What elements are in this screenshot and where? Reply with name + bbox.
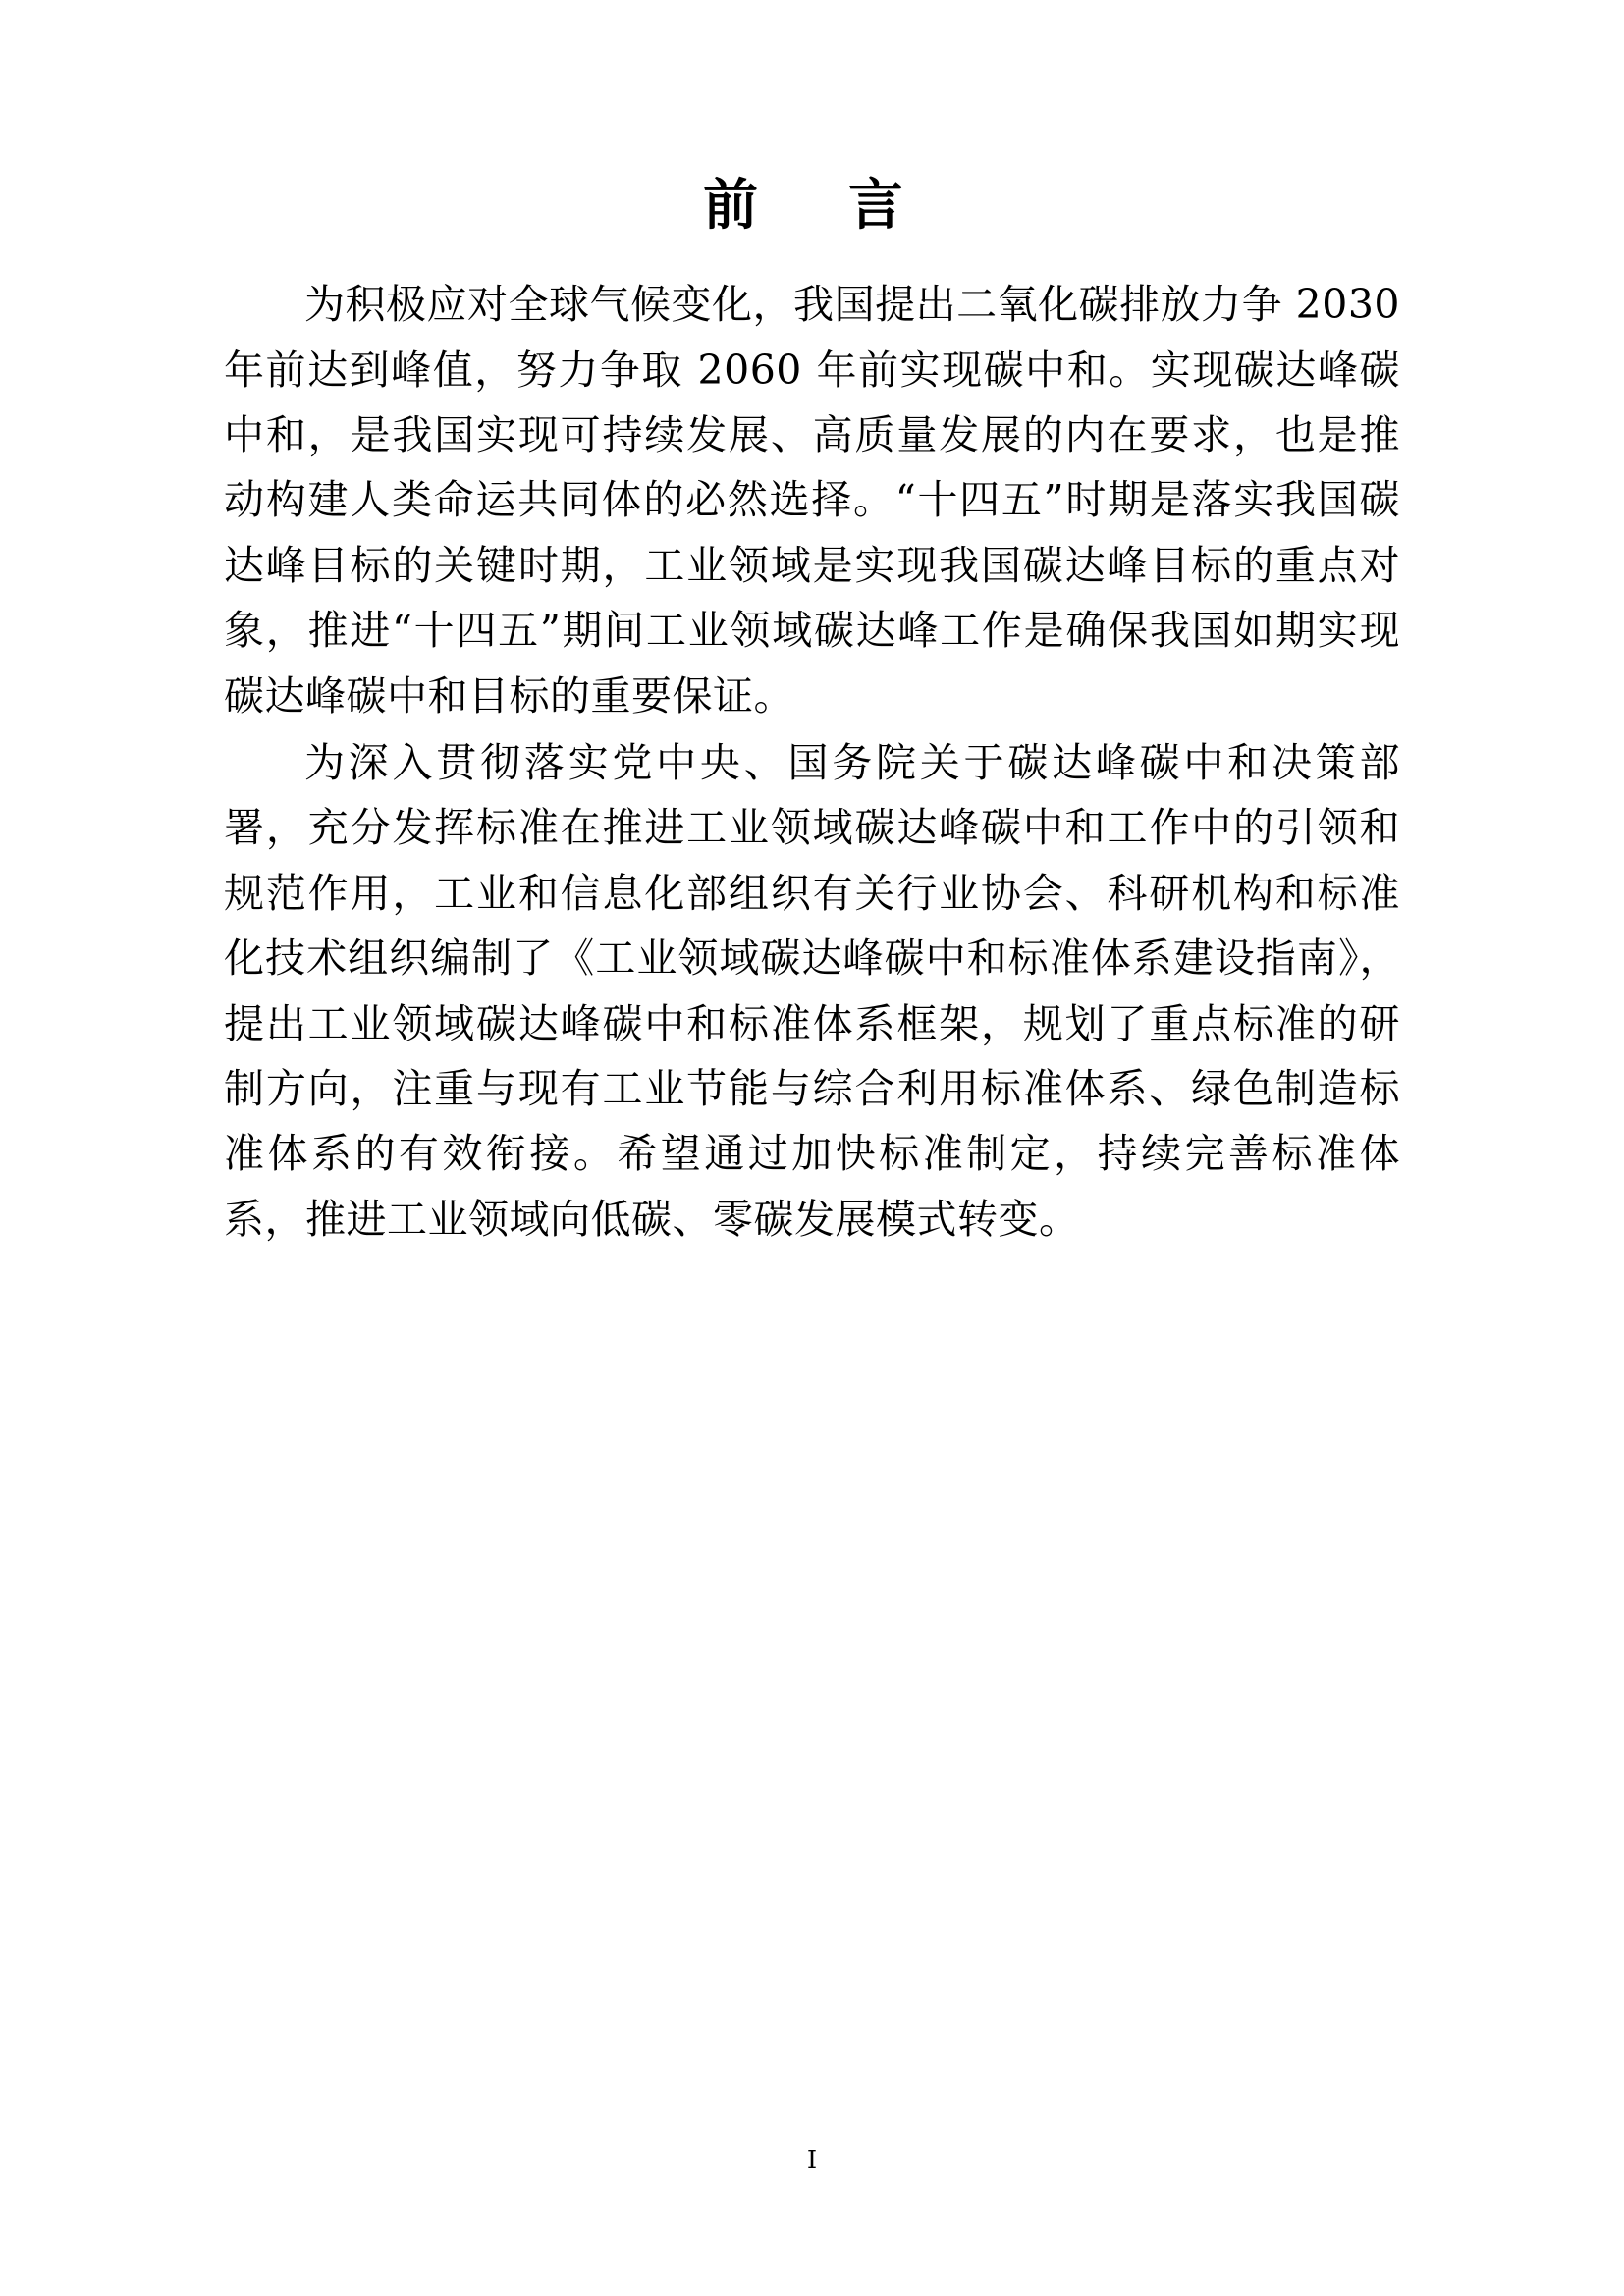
page-number: I xyxy=(806,2146,818,2175)
paragraph-2: 为深入贯彻落实党中央、国务院关于碳达峰碳中和决策部署，充分发挥标准在推进工业领域碳达峰碳中和工作中的引领和规范作用，工业和信息化部组织有关行业协会、科研机构和标准化技术组织编制了《工业领域碳达峰碳中和标准体系建设指南》，提出工业领域碳达峰碳中和标准体系框架，规划了重点标准的研制方向，注重与现有工业节能与综合利用标准体系、绿色制造标准体系的有效衔接。希望通过加快标准制定，持续完善标准体系，推进工业领域向低碳、零碳发展模式转变。 xyxy=(224,739,1400,1243)
page-title: 前 言 xyxy=(703,173,921,238)
page-content xyxy=(224,173,1400,1254)
paragraph-1: 为积极应对全球气候变化，我国提出二氧化碳排放力争 2030 年前达到峰值，努力争取 2060 年前实现碳中和。实现碳达峰碳中和，是我国实现可持续发展、高质量发展的内在要求，也是推动构建人类命运共同体的必然选择。“十四五”时期是落实我国碳达峰目标的关键时期，工业领域是实现我国碳达峰目标的重点对象，推进“十四五”期间工业领域碳达峰工作是确保我国如期实现碳达峰碳中和目标的重要保证。 xyxy=(224,281,1400,720)
